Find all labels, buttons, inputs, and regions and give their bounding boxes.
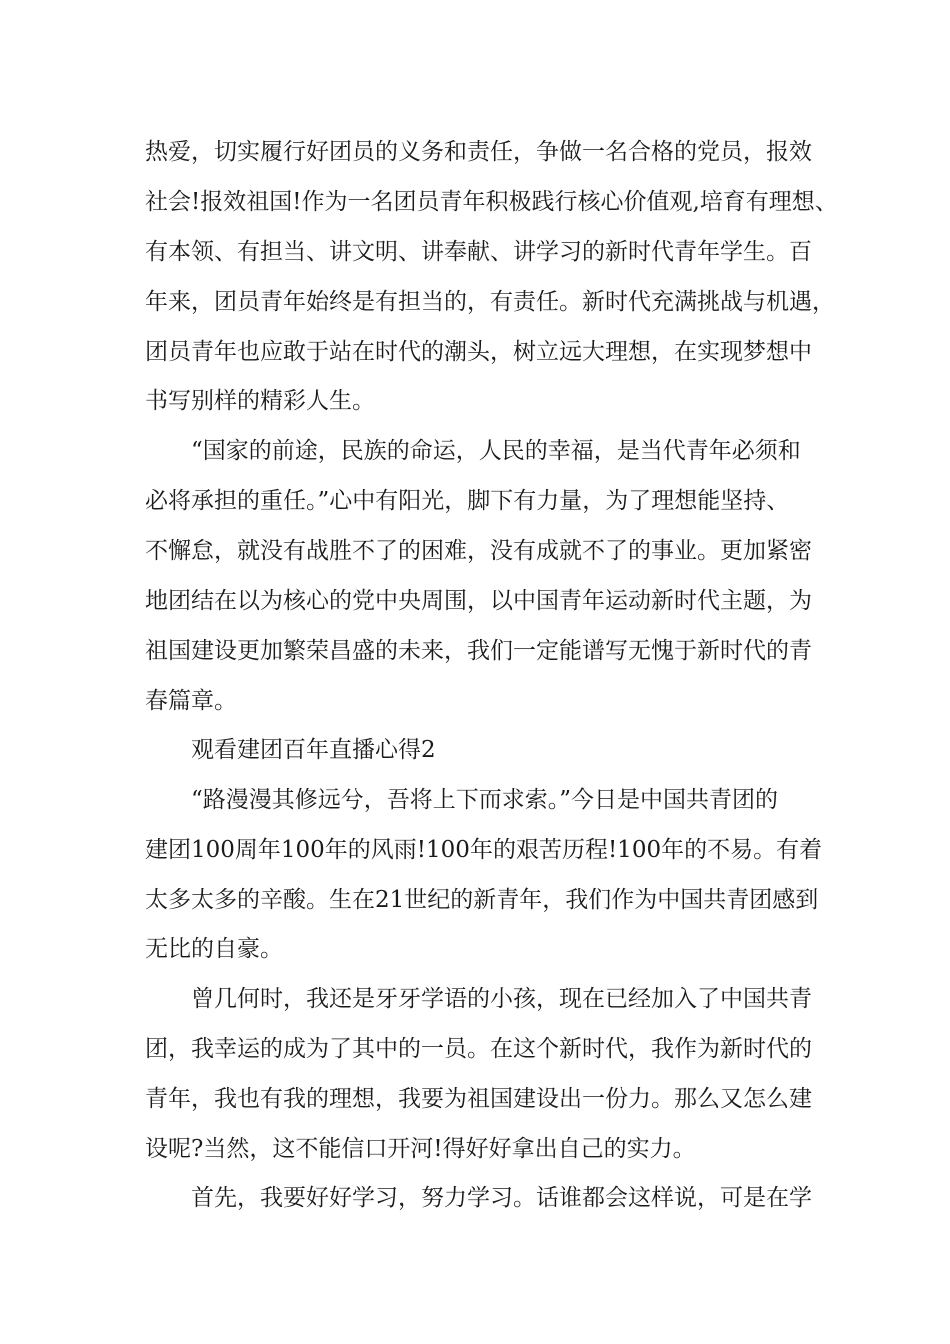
text-line: 热爱，切实履行好团员的义务和责任，争做一名合格的党员，报效 <box>145 139 812 165</box>
text-line: 必将承担的重任。”心中有阳光，脚下有力量，为了理想能坚持、 <box>145 488 790 514</box>
text-line: 团员青年也应敢于站在时代的潮头，树立远大理想，在实现梦想中 <box>145 339 812 365</box>
text-line: 春篇章。 <box>145 688 237 714</box>
text-line: 书写别样的精彩人生。 <box>145 388 375 414</box>
text-line: 团，我幸运的成为了其中的一员。在这个新时代，我作为新时代的 <box>145 1036 812 1062</box>
text-line: 社会!报效祖国!作为一名团员青年积极践行核心价值观,培育有理想、 <box>145 189 838 215</box>
text-line: 建团100周年100年的风雨!100年的艰苦历程!100年的不易。有着 <box>145 837 823 863</box>
text-line: 有本领、有担当、讲文明、讲奉献、讲学习的新时代青年学生。百 <box>145 239 812 265</box>
text-line: 不懈怠，就没有战胜不了的困难，没有成就不了的事业。更加紧密 <box>145 538 812 564</box>
text-line: “路漫漫其修远兮，吾将上下而求索。”今日是中国共青团的 <box>191 787 779 813</box>
text-line: 无比的自豪。 <box>145 936 283 962</box>
text-line: 设呢?当然，这不能信口开河!得好好拿出自己的实力。 <box>145 1136 696 1162</box>
text-line: 曾几何时，我还是牙牙学语的小孩，现在已经加入了中国共青 <box>191 986 812 1012</box>
text-line: 首先，我要好好学习，努力学习。话谁都会这样说，可是在学 <box>191 1185 812 1211</box>
text-line: 年来，团员青年始终是有担当的，有责任。新时代充满挑战与机遇， <box>145 289 835 315</box>
text-line: “国家的前途，民族的命运，人民的幸福，是当代青年必须和 <box>191 438 801 464</box>
section-heading: 观看建团百年直播心得2 <box>191 737 436 763</box>
text-line: 地团结在以为核心的党中央周围，以中国青年运动新时代主题，为 <box>145 588 812 614</box>
text-line: 太多太多的辛酸。生在21世纪的新青年，我们作为中国共青团感到 <box>145 887 819 913</box>
text-line: 祖国建设更加繁荣昌盛的未来，我们一定能谱写无愧于新时代的青 <box>145 638 812 664</box>
text-line: 青年，我也有我的理想，我要为祖国建设出一份力。那么又怎么建 <box>145 1086 812 1112</box>
